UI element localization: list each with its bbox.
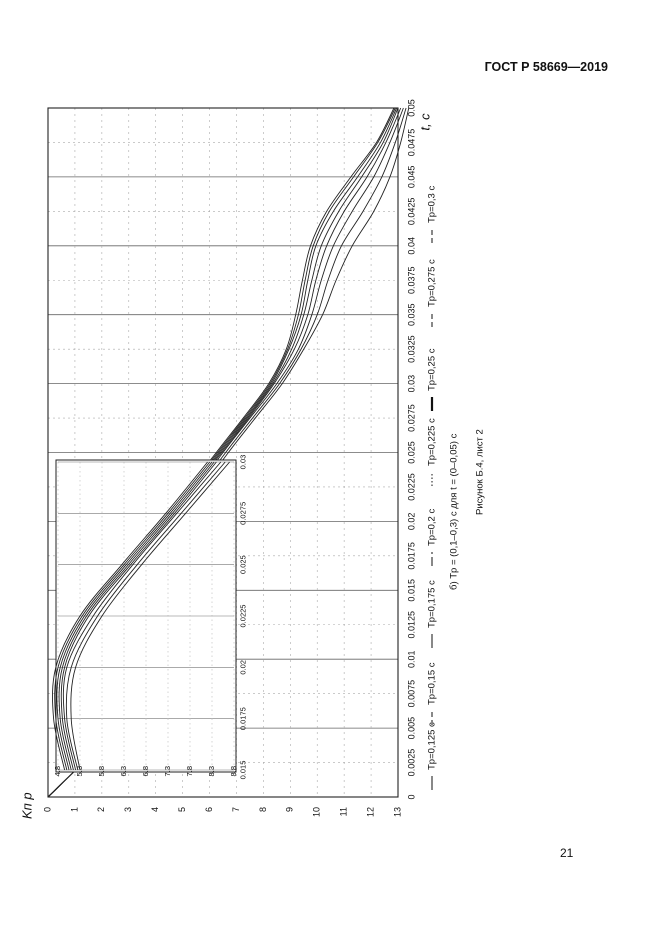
y-tick-label: 7 — [230, 807, 241, 813]
inset-y-tick-label: 8.3 — [206, 766, 216, 777]
inset-x-tick-label: 0.025 — [238, 555, 248, 575]
x-tick-label: 0.05 — [406, 99, 417, 117]
x-tick-label: 0.0175 — [406, 542, 417, 570]
inset-x-tick-label: 0.0275 — [238, 501, 248, 525]
x-tick-label: 0.0375 — [406, 266, 417, 295]
y-tick-label: 6 — [203, 807, 214, 813]
x-tick-label: 0.02 — [406, 512, 417, 531]
y-tick-label: 5 — [176, 807, 187, 813]
inset-x-tick-label: 0.03 — [238, 454, 248, 470]
y-tick-label: 1 — [69, 807, 80, 813]
inset-chart — [52, 455, 247, 780]
y-tick-label: 8 — [257, 807, 268, 813]
inset-y-tick-label: 6.3 — [118, 766, 128, 777]
legend-label: Tр=0,25 c — [426, 348, 438, 391]
y-tick-label: 12 — [365, 807, 376, 818]
x-tick-label: 0 — [406, 794, 417, 800]
y-tick-label: 0 — [42, 807, 53, 813]
inset-x-tick-label: 0.0225 — [238, 604, 248, 628]
y-tick-label: 4 — [150, 807, 161, 813]
figure-caption: Рисунок Б.4, лист 2 — [474, 429, 486, 515]
y-axis-label: Kп р — [19, 792, 35, 819]
inset-x-tick-label: 0.02 — [238, 660, 248, 675]
x-tick-label: 0.03 — [406, 374, 417, 393]
x-tick-label: 0.0475 — [406, 128, 417, 157]
legend-label: Tр=0,175 c — [426, 580, 438, 628]
subcaption: б) Tр = (0,1–0,3) c для t = (0–0,05) c — [448, 433, 460, 590]
x-tick-label: 0.0275 — [406, 404, 417, 432]
page-header: ГОСТ Р 58669—2019 — [484, 60, 608, 74]
y-tick-label: 9 — [284, 807, 295, 813]
x-tick-label: 0.0025 — [406, 748, 417, 777]
y-tick-label: 3 — [123, 807, 134, 813]
x-tick-label: 0.015 — [406, 579, 417, 602]
x-tick-label: 0.04 — [406, 237, 417, 255]
y-tick-label: 13 — [392, 807, 403, 818]
inset-y-tick-label: 4.8 — [52, 766, 62, 777]
x-tick-label: 0.005 — [406, 716, 417, 740]
inset-x-tick-label: 0.015 — [238, 760, 248, 780]
x-tick-label: 0.01 — [406, 650, 417, 668]
inset-x-tick-label: 0.0175 — [238, 707, 248, 731]
legend-label: Tр=0,275 c — [426, 259, 438, 307]
x-tick-label: 0.0325 — [406, 335, 417, 363]
legend-label: Tр=0,125 c — [426, 722, 438, 770]
inset-y-tick-label: 5.8 — [96, 766, 106, 777]
legend — [427, 186, 438, 790]
x-tick-label: 0.045 — [406, 165, 417, 189]
captions — [449, 429, 486, 590]
x-tick-label: 0.025 — [406, 441, 417, 464]
inset-y-tick-label: 8.8 — [228, 766, 238, 777]
x-tick-label: 0.035 — [406, 303, 417, 326]
page-number: 21 — [560, 846, 574, 860]
inset-y-tick-label: 7.3 — [162, 766, 172, 777]
inset-y-tick-label: 6.8 — [140, 766, 150, 777]
legend-label: Tр=0,2 c — [426, 508, 438, 546]
legend-label: Tр=0,3 c — [426, 185, 438, 223]
inset-y-tick-label: 7.8 — [184, 766, 194, 777]
y-tick-labels — [19, 792, 402, 819]
x-tick-label: 0.0425 — [406, 197, 417, 226]
x-axis-label: t, c — [417, 113, 433, 131]
legend-label: Tр=0,225 c — [426, 418, 438, 466]
inset-y-tick-label: 5.3 — [74, 766, 84, 777]
x-tick-label: 0.0075 — [406, 679, 417, 708]
x-tick-label: 0.0225 — [406, 473, 417, 501]
legend-label: Tр=0,15 c — [426, 662, 438, 705]
x-tick-label: 0.0125 — [406, 610, 417, 639]
y-tick-label: 2 — [96, 807, 107, 813]
y-tick-label: 11 — [338, 807, 349, 817]
y-tick-label: 10 — [311, 807, 322, 818]
